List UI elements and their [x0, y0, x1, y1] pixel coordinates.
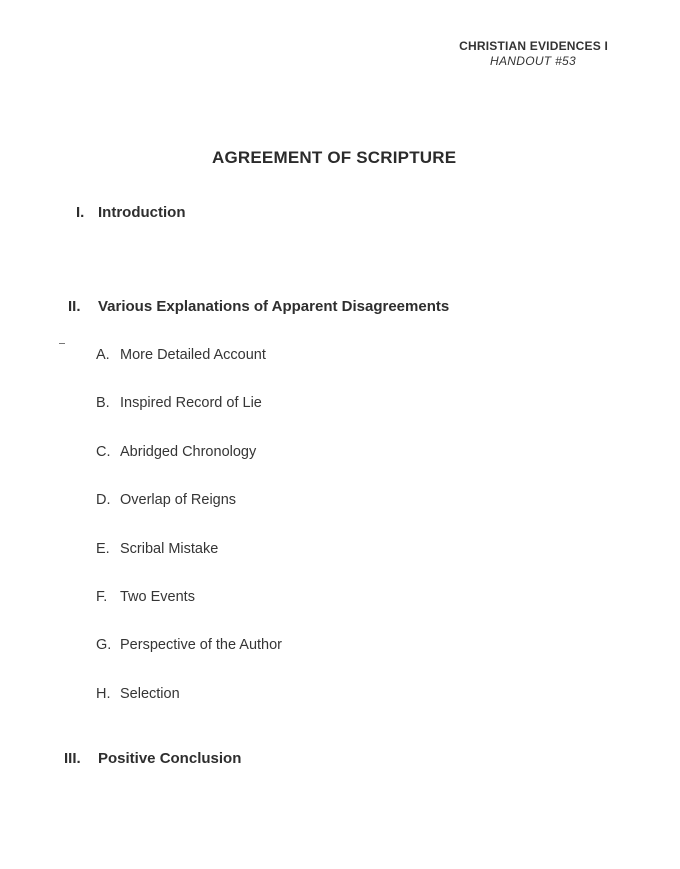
item-letter: B.: [96, 395, 110, 411]
item-letter: A.: [96, 347, 110, 363]
list-item: [96, 347, 266, 363]
course-title: CHRISTIAN EVIDENCES I: [459, 39, 608, 53]
section-numeral: I.: [76, 204, 85, 221]
handout-number: HANDOUT #53: [490, 54, 576, 68]
section-explanations: [64, 298, 449, 315]
item-letter: H.: [96, 686, 111, 702]
item-text: Scribal Mistake: [120, 541, 219, 557]
item-text: Abridged Chronology: [120, 444, 257, 460]
item-text: Overlap of Reigns: [120, 492, 237, 508]
item-letter: F.: [96, 589, 108, 605]
item-letter: G.: [96, 637, 112, 653]
document-title: AGREEMENT OF SCRIPTURE: [212, 148, 457, 167]
item-letter: D.: [96, 492, 111, 508]
list-item: [96, 492, 236, 508]
section-introduction: [64, 204, 185, 221]
item-text: Two Events: [120, 589, 195, 605]
item-text: Perspective of the Author: [120, 637, 283, 653]
section-heading: Positive Conclusion: [98, 750, 242, 767]
item-text: Inspired Record of Lie: [120, 395, 262, 411]
item-letter: C.: [96, 444, 111, 460]
list-item: [96, 541, 218, 557]
list-item: [96, 637, 282, 653]
section-heading: Various Explanations of Apparent Disagreements: [98, 298, 450, 315]
item-text: Selection: [120, 686, 180, 702]
list-item: [96, 686, 180, 702]
stray-mark: [59, 343, 65, 344]
list-item: [96, 395, 262, 411]
section-numeral: III.: [64, 750, 81, 767]
item-letter: E.: [96, 541, 110, 557]
item-text: More Detailed Account: [120, 347, 266, 363]
list-item: [96, 589, 195, 605]
section-heading: Introduction: [98, 204, 186, 221]
section-numeral: II.: [68, 298, 81, 315]
list-item: [96, 444, 256, 460]
section-conclusion: [64, 750, 241, 767]
